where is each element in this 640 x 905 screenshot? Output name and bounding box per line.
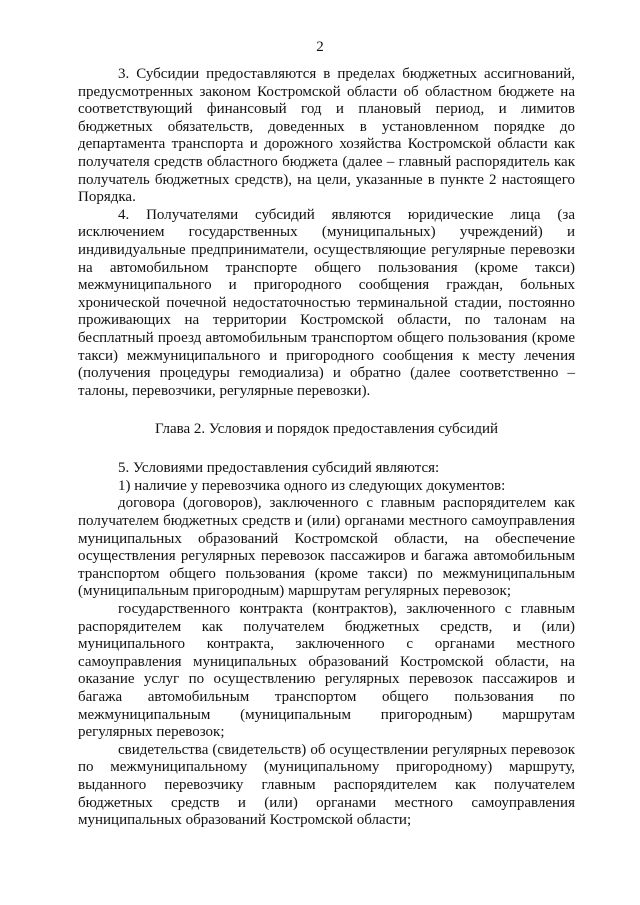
paragraph-5: 5. Условиями предоставления субсидий являются: xyxy=(118,460,440,477)
document-body xyxy=(78,66,575,830)
paragraph-5-item-1: 1) наличие у перевозчика одного из следующих документов: xyxy=(118,477,506,494)
paragraph-state-contract: государственного контракта (контрактов), заключенного с главным распорядителем как получателем бюджетных средств, и (или) муниципального контракта, заключенного с органами местного самоуправления муниципальных образований Костромской области, на оказание услуг по осуществлению регулярных перевозок пассажиров и багажа автомобильным транспортом общего пользования по межмуниципальным (муниципальным пригородным) маршрутам регулярных перевозок; xyxy=(78,601,575,741)
page-number: 2 xyxy=(316,39,324,55)
paragraph-4: 4. Получателями субсидий являются юридические лица (за исключением государственных (муниципальных) учреждений) и индивидуальные предприниматели, осуществляющие регулярные перевозки на автомобильном транспорте общего пользования (кроме такси) межмуниципального и пригородного сообщения граждан, больных хронической почечной недостаточностью терминальной стадии, постоянно проживающих на территории Костромской области, по талонам на бесплатный проезд автомобильным транспортом общего пользования (кроме такси) межмуниципального и пригородного сообщения к месту лечения (получения процедуры гемодиализа) и обратно (далее соответственно – талоны, перевозчики, регулярные перевозки). xyxy=(78,206,575,399)
chapter-heading: Глава 2. Условия и порядок предоставления субсидий xyxy=(154,421,499,438)
paragraph-contract-agreement: договора (договоров), заключенного с главным распорядителем как получателем бюджетных средств и (или) органами местного самоуправления муниципальных образований Костромской области, на обеспечение осуществления регулярных перевозок пассажиров и багажа автомобильным транспортом общего пользования (кроме такси) по межмуниципальным (муниципальным пригородным) маршрутам регулярных перевозок; xyxy=(78,495,575,600)
paragraph-certificate: свидетельства (свидетельств) об осуществлении регулярных перевозок по межмуниципальному (муниципальному пригородному) маршруту, выданного перевозчику главным распорядителем как получателем бюджетных средств и (или) органами местного самоуправления муниципальных образований Костромской области; xyxy=(78,741,575,829)
paragraph-3: 3. Субсидии предоставляются в пределах бюджетных ассигнований, предусмотренных законом Костромской области об областном бюджете на соответствующий финансовый год и плановый период, и лимитов бюджетных обязательств, доведенных в установленном порядке до департамента транспорта и дорожного хозяйства Костромской области как получателя средств областного бюджета (далее – главный распорядитель как получатель бюджетных средств), на цели, указанные в пункте 2 настоящего Порядка. xyxy=(78,66,575,206)
